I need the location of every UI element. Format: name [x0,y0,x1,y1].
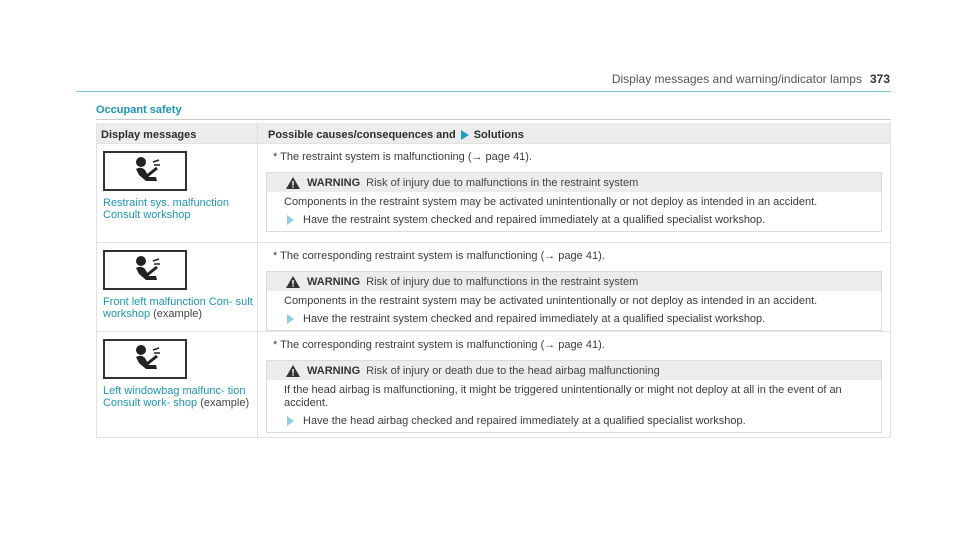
header-title: Display messages and warning/indicator lamps [611,72,862,86]
warning-body [267,192,881,231]
airbag-occupant-icon [103,339,187,379]
warning-body [267,291,881,330]
section-title: Occupant safety [96,104,182,116]
message-cell [97,144,257,242]
display-message: Front left malfunction Con- sult workshop [103,296,253,320]
message-cell [97,243,257,331]
warning-title: Risk of injury due to malfunctions in the restraint system [366,176,639,189]
solution-step [284,415,871,428]
warning-triangle-icon [286,177,300,189]
cause-text: * The corresponding restraint system is malfunctioning (→ page 41). [273,339,605,351]
messages-table [96,123,891,438]
display-message: Restraint sys. malfunction Consult workshop [103,197,229,221]
col-causes-label: Possible causes/consequences and [268,129,456,141]
warning-label: WARNING [307,364,361,377]
cause-text: * The corresponding restraint system is malfunctioning (→ page 41). [273,250,605,262]
col-causes-solutions [257,123,890,143]
step-text: Have the head airbag checked and repaired immediately at a qualified specialist workshop. [303,415,746,427]
cause-text: * The restraint system is malfunctioning (→ page 41). [273,151,533,163]
table-row [97,242,890,331]
step-arrow-icon [287,416,294,426]
warning-label: WARNING [307,275,361,288]
cause-cell [257,243,890,331]
cause-cell [257,332,890,437]
warning-box [266,172,882,232]
warning-label: WARNING [307,176,361,189]
section-rule [96,119,891,120]
warning-text: If the head airbag is malfunctioning, it might be triggered unintentionally or might not deploy at all in the event of an accident. [284,384,842,409]
warning-header [267,272,881,291]
solution-step [284,313,871,326]
step-arrow-icon [287,314,294,324]
warning-triangle-icon [286,276,300,288]
col-display-messages: Display messages [101,129,197,141]
warning-triangle-icon [286,365,300,377]
warning-box [266,360,882,433]
table-row [97,331,890,437]
step-arrow-icon [287,215,294,225]
warning-header [267,173,881,192]
warning-text: Components in the restraint system may be activated unintentionally or not deploy as intended in an accident. [284,196,818,208]
step-text: Have the restraint system checked and repaired immediately at a qualified specialist workshop. [303,214,766,226]
page-number: 373 [869,72,890,86]
warning-header [267,361,881,380]
warning-box [266,271,882,331]
example-note: (example) [153,308,203,320]
solution-arrow-icon [461,130,469,140]
solution-step [284,214,871,227]
warning-body [267,380,881,432]
warning-title: Risk of injury or death due to the head airbag malfunctioning [366,364,660,377]
step-text: Have the restraint system checked and repaired immediately at a qualified specialist workshop. [303,313,766,325]
cause-cell [257,144,890,242]
message-cell [97,332,257,437]
warning-text: Components in the restraint system may be activated unintentionally or not deploy as intended in an accident. [284,295,818,307]
page-header [612,72,890,86]
example-note: (example) [200,397,250,409]
top-rule [76,91,891,92]
warning-title: Risk of injury due to malfunctions in the restraint system [366,275,639,288]
airbag-occupant-icon [103,250,187,290]
display-message: Left windowbag malfunc- tion Consult work- shop [103,385,246,409]
col-solutions-label: Solutions [473,129,524,141]
airbag-occupant-icon [103,151,187,191]
table-row [97,143,890,242]
table-header [97,123,890,143]
